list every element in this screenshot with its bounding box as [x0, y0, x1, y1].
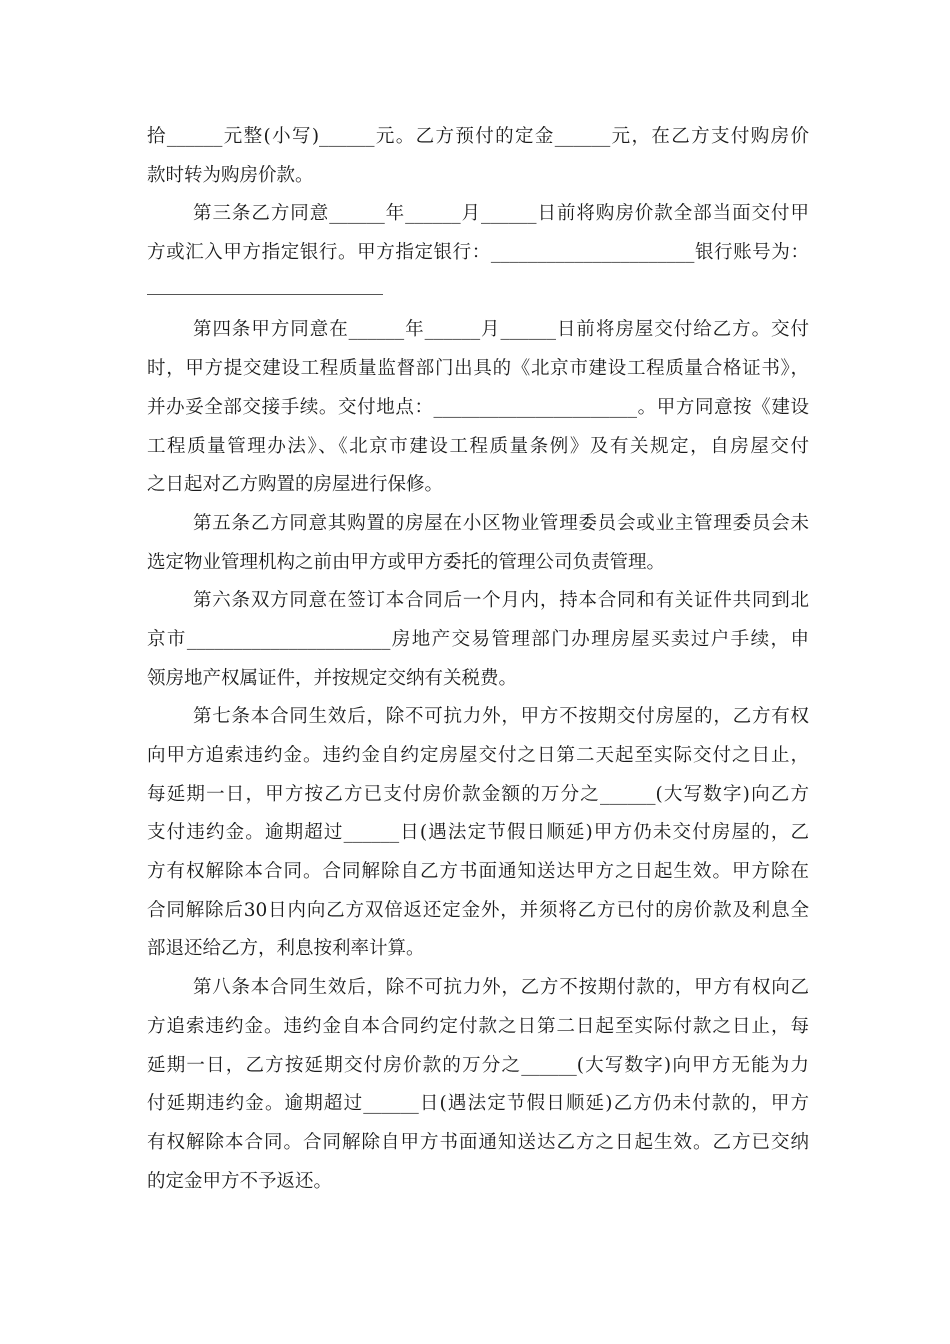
text-line: 第四条甲方同意在______年______月______日前将房屋交付给乙方。交付 — [193, 319, 809, 341]
text-line: 有权解除本合同。合同解除自甲方书面通知送达乙方之日起生效。乙方已交纳 — [147, 1131, 809, 1153]
text-line: 方有权解除本合同。合同解除自乙方书面通知送达甲方之日起生效。甲方除在 — [147, 861, 809, 883]
text-line: 之日起对乙方购置的房屋进行保修。 — [147, 474, 444, 496]
text-line: 领房地产权属证件，并按规定交纳有关税费。 — [147, 667, 518, 689]
text-line: 第六条双方同意在签订本合同后一个月内，持本合同和有关证件共同到北 — [193, 590, 809, 612]
text-line: 的定金甲方不予返还。 — [147, 1170, 333, 1192]
text-line: 时，甲方提交建设工程质量监督部门出具的《北京市建设工程质量合格证书》， — [147, 358, 809, 380]
text-line: 第三条乙方同意______年______月______日前将购房价款全部当面交付甲 — [193, 203, 809, 225]
text-line: 支付违约金。逾期超过______日(遇法定节假日顺延)甲方仍未交付房屋的，乙 — [147, 822, 809, 844]
text-line: 选定物业管理机构之前由甲方或甲方委托的管理公司负责管理。 — [147, 551, 666, 573]
text-line: 京市______________________房地产交易管理部门办理房屋买卖过户手续，申 — [147, 628, 809, 650]
text-line: 每延期一日，甲方按乙方已支付房价款金额的万分之______(大写数字)向乙方 — [147, 783, 809, 805]
text-line: 向甲方追索违约金。违约金自约定房屋交付之日第二天起至实际交付之日止， — [147, 745, 809, 766]
text-line: 合同解除后30日内向乙方双倍返还定金外，并须将乙方已付的房价款及利息全 — [147, 899, 809, 921]
text-line: 并办妥全部交接手续。交付地点：______________________。甲方同意按《建设 — [147, 396, 809, 418]
contract-body — [147, 118, 809, 1201]
account-number-blank — [147, 294, 383, 295]
text-line: 第七条本合同生效后，除不可抗力外，甲方不按期交付房屋的，乙方有权 — [193, 706, 809, 728]
text-line: 工程质量管理办法》、《北京市建设工程质量条例》及有关规定，自房屋交付 — [147, 435, 809, 457]
blank-underline-line — [147, 273, 809, 312]
text-line: 延期一日，乙方按延期交付房价款的万分之______(大写数字)向甲方无能为力 — [147, 1054, 809, 1076]
text-line: 付延期违约金。逾期超过______日(遇法定节假日顺延)乙方仍未付款的，甲方 — [147, 1093, 809, 1115]
text-line: 方追索违约金。违约金自本合同约定付款之日第二日起至实际付款之日止，每 — [147, 1015, 809, 1037]
text-line: 第八条本合同生效后，除不可抗力外，乙方不按期付款的，甲方有权向乙 — [193, 977, 809, 999]
text-line: 部退还给乙方，利息按利率计算。 — [147, 938, 425, 960]
text-line: 第五条乙方同意其购置的房屋在小区物业管理委员会或业主管理委员会未 — [193, 512, 809, 534]
text-line: 拾______元整(小写)______元。乙方预付的定金______元，在乙方支付购房价 — [147, 126, 809, 147]
text-line: 方或汇入甲方指定银行。甲方指定银行：______________________银行账号为： — [147, 242, 809, 264]
text-line: 款时转为购房价款。 — [147, 164, 314, 186]
